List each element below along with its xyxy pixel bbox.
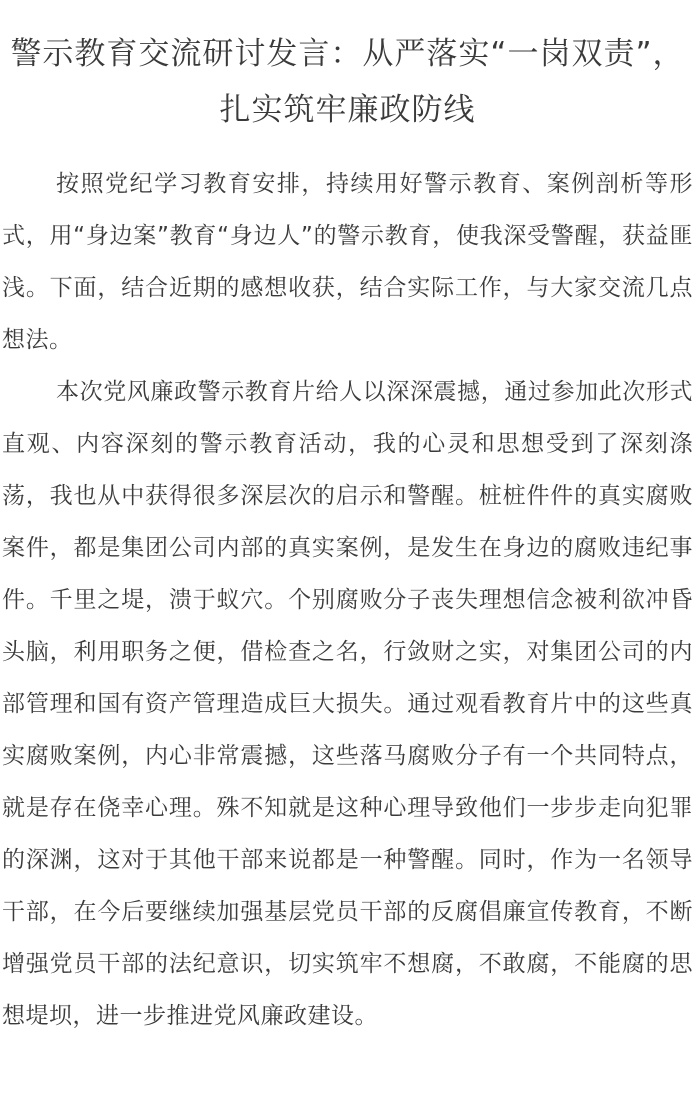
- article-paragraph-1: 按照党纪学习教育安排，持续用好警示教育、案例剖析等形式，用“身边案”教育“身边人”的警示教育，使我深受警醒，获益匪浅。下面，结合近期的感想收获，结合实际工作，与大家交流几点想法。: [2, 171, 693, 353]
- article-paragraph-2: 本次党风廉政警示教育片给人以深深震撼，通过参加此次形式直观、内容深刻的警示教育活动，我的心灵和思想受到了深刻涤荡，我也从中获得很多深层次的启示和警醒。桩桩件件的真实腐败案件，都是集团公司内部的真实案例，是发生在身边的腐败违纪事件。千里之堤，溃于蚁穴。个别腐败分子丧失理想信念被利欲冲昏头脑，利用职务之便，借检查之名，行敛财之实，对集团公司的内部管理和国有资产管理造成巨大损失。通过观看教育片中的这些真实腐败案例，内心非常震撼，这些落马腐败分子有一个共同特点，就是存在侥幸心理。殊不知就是这种心理导致他们一步步走向犯罪的深渊，这对于其他干部来说都是一种警醒。同时，作为一名领导干部，在今后要继续加强基层党员干部的反腐倡廉宣传教育，不断增强党员干部的法纪意识，切实筑牢不想腐，不敢腐，不能腐的思想堤坝，进一步推进党风廉政建设。: [2, 379, 693, 1029]
- article-title: 警示教育交流研讨发言：从严落实“一岗双责”，扎实筑牢廉政防线: [10, 36, 685, 128]
- article-body: [2, 158, 693, 1042]
